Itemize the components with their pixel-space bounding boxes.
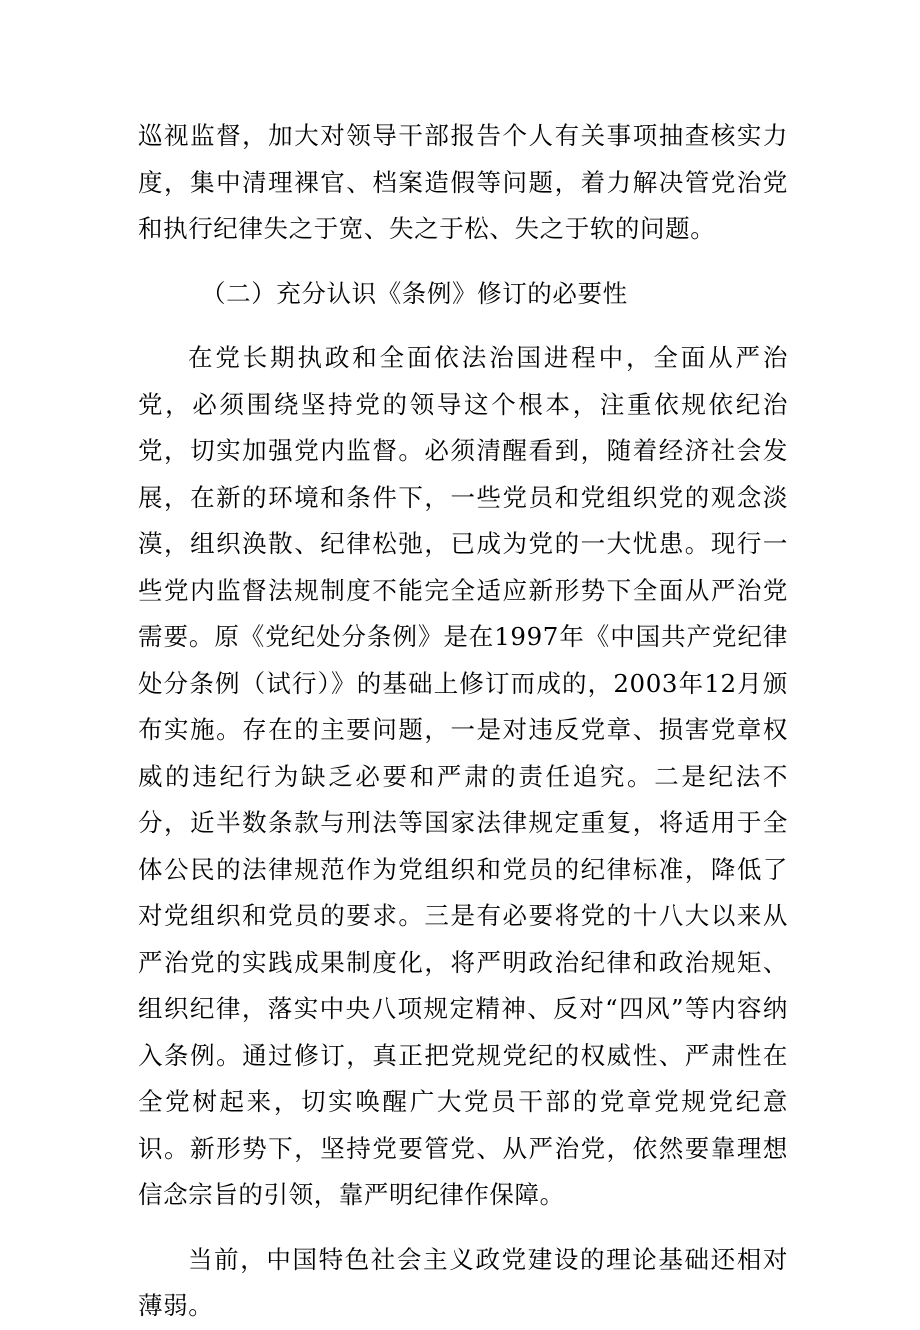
paragraph-closing: 当前，中国特色社会主义政党建设的理论基础还相对薄弱。 bbox=[138, 1244, 788, 1320]
paragraph-continuation: 巡视监督，加大对领导干部报告个人有关事项抽查核实力度，集中清理裸官、档案造假等问题，着力解决管党治党和执行纪律失之于宽、失之于松、失之于软的问题。 bbox=[138, 121, 788, 243]
paragraph-body: 在党长期执政和全面依法治国进程中，全面从严治党，必须围绕坚持党的领导这个根本，注重依规依纪治党，切实加强党内监督。必须清醒看到，随着经济社会发展，在新的环境和条件下，一些党员和党组织党的观念淡漠，组织涣散、纪律松弛，已成为党的一大忧患。现行一些党内监督法规制度不能完全适应新形势下全面从严治党需要。原《党纪处分条例》是在1997年《中国共产党纪律处分条例（试行）》的基础上修订而成的，2003年12月颁布实施。存在的主要问题，一是对违反党章、损害党章权威的违纪行为缺乏必要和严肃的责任追究。二是纪法不分，近半数条款与刑法等国家法律规定重复，将适用于全体公民的法律规范作为党组织和党员的纪律标准，降低了对党组织和党员的要求。三是有必要将党的十八大以来从严治党的实践成果制度化，将严明政治纪律和政治规矩、组织纪律，落实中央八项规定精神、反对“四风”等内容纳入条例。通过修订，真正把党规党纪的权威性、严肃性在全党树起来，切实唤醒广大党员干部的党章党规党纪意识。新形势下，坚持党要管党、从严治党，依然要靠理想信念宗旨的引领，靠严明纪律作保障。 bbox=[138, 343, 788, 1209]
section-heading: （二）充分认识《条例》修订的必要性 bbox=[201, 278, 628, 308]
